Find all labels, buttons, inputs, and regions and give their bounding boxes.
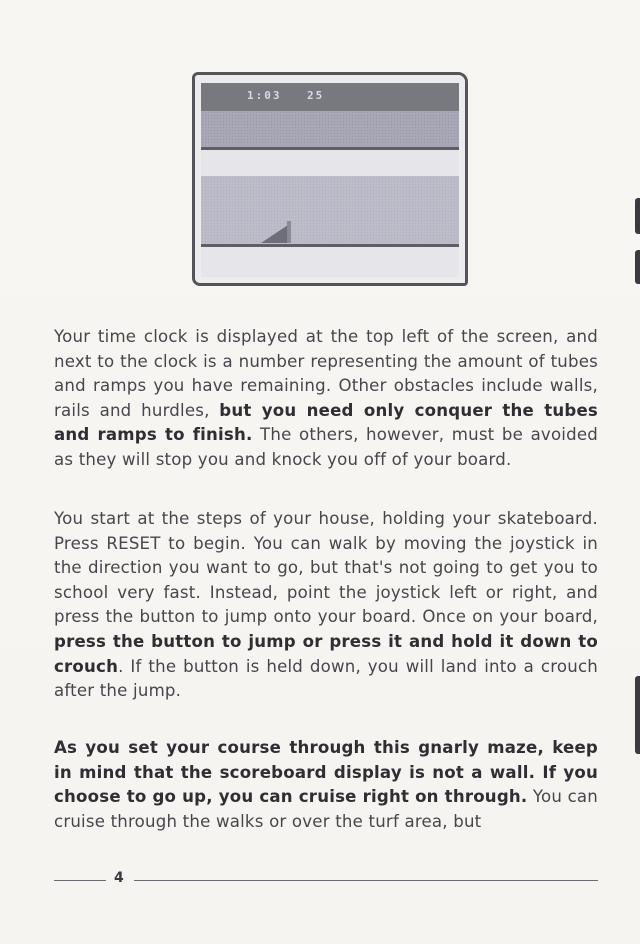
wall-edge-line xyxy=(201,147,459,150)
hud-time-clock: 1:03 xyxy=(247,89,282,102)
page-footer xyxy=(54,870,598,890)
text-segment: . If the button is held down, you will land into a crouch after the jump. xyxy=(54,656,598,701)
walk-path xyxy=(201,150,459,176)
wall-band xyxy=(201,111,459,147)
text-segment-bold: press the button to jump or press it and hold it down to crouch xyxy=(54,631,598,676)
footer-rule-left xyxy=(54,880,106,881)
paragraph-start-instructions xyxy=(54,507,598,704)
text-segment: The others, however, must be avoided as they will stop you and knock you off of your board. xyxy=(54,425,598,469)
text-segment: You start at the steps of your house, holding your skateboard. Press RESET to begin. You can walk by moving the joystick in the direction you want to go, but that's not going to get you to school very fast. Instead, point the joystick left or right, and press the button to jump onto your board. Once on your board, xyxy=(54,509,598,627)
binding-mark xyxy=(635,250,640,284)
scoreboard-bar xyxy=(201,83,459,111)
turf-area xyxy=(201,176,459,244)
page-number: 4 xyxy=(114,870,124,886)
binding-mark xyxy=(635,198,640,234)
lower-edge-line xyxy=(201,244,459,247)
hud-obstacle-count: 25 xyxy=(307,89,325,102)
binding-mark xyxy=(635,676,640,754)
text-segment-bold: but you need only conquer the tubes and ramps to finish. xyxy=(54,400,598,445)
ramp-post xyxy=(287,221,291,243)
lower-walk xyxy=(201,247,459,277)
text-segment: Your time clock is displayed at the top left of the screen, and next to the clock is a number representing the amount of tubes and ramps you have remaining. Other obstacles include walls, rails and hurdles, xyxy=(54,327,598,420)
footer-rule-right xyxy=(134,880,598,881)
game-screenshot-illustration xyxy=(192,72,468,286)
text-segment: You can cruise through the walks or over the turf area, but xyxy=(54,787,598,831)
text-segment-bold: As you set your course through this gnarly maze, keep in mind that the scoreboard display is not a wall. If you choose to go up, you can cruise right on through. xyxy=(54,738,598,807)
paragraph-maze-tips xyxy=(54,736,598,834)
paragraph-time-clock xyxy=(54,325,598,473)
game-screen-graphic xyxy=(195,75,465,283)
